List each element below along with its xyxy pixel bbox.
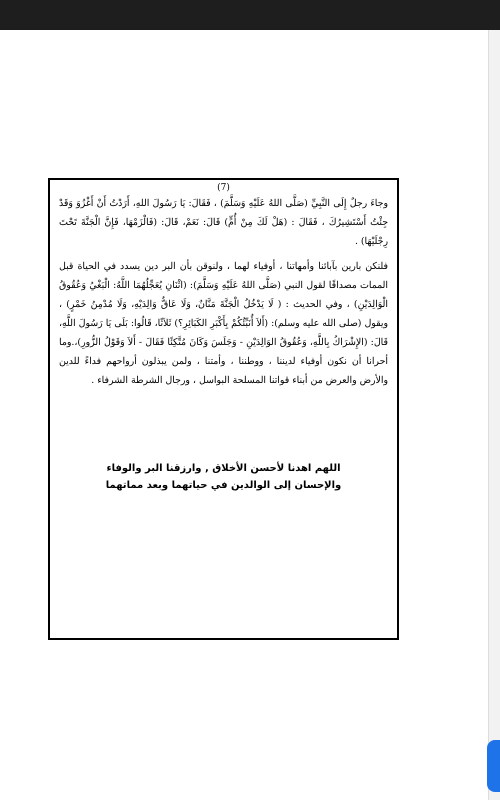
floating-action-edge[interactable] — [487, 740, 500, 792]
text-line: فلنكن بارين بآبائنا وأمهاتنا ، أوفياء لهما ، ولنوقن بأن البر دين يسدد في الحياة — [77, 261, 388, 272]
text-line: الشرفاء . — [91, 375, 128, 386]
text-line: تَحْتَ رِجْلَيْهَا) . — [59, 217, 388, 247]
paragraph-hadith-mother — [59, 194, 388, 251]
paragraph-righteousness — [59, 257, 388, 390]
text-line: وَعُقُوقُ الْوَالِدَيْنِ) ، وفي الحديث : ( لَا يَدْخُلُ الْجَنَّةَ مَنَّانٌ، وَلَا عَاقٌّ وَالِدَيْهِ، وَلَا مُدْمِنُ — [59, 280, 389, 310]
page-number: (7) — [217, 183, 230, 193]
text-line: خَمْرٍ) ، ويقول (صلى الله عليه وسلم): (أَلاَ أُنَبِّئُكُمْ بِأَكْبَرِ الكَبَائِرِ؟) ثَلاَثًا، قَالُوا: بَلَى يَا — [59, 299, 389, 329]
prayer-line-1: اللهم اهدنا لأحسن الأخلاق , وارزقنا البر والوفاء — [106, 463, 341, 474]
text-line: فداءً للدين والأرض والعرض من أبناء قواتنا المسلحة البواسل ، ورجال الشرطة — [59, 356, 388, 386]
prayer-line-2: والإحسان إلى الوالدين في حياتهما وبعد مماتهما — [105, 480, 342, 491]
text-line: وجاءَ رجلٌ إِلَى النَّبِيِّ (صَلَّى اللهُ عَلَيْهِ وَسَلَّمَ) ، فَقَالَ: يَا رَسُولَ اللهِ، أَرَدْتُ أَنْ أَغْزُوَ — [76, 198, 388, 209]
text-line: وَقَدْ جِئْتُ أَسْتَشِيرُكَ ، فَقَالَ : (هَلْ لَكَ مِنْ أُمٍّ) قَالَ: نَعَمْ، قَالَ: (فَالْزَمْهَا، فَإِنَّ الْجَنَّةَ — [59, 198, 389, 228]
page-border-frame — [48, 178, 399, 640]
body-text — [59, 194, 388, 390]
scrollbar-track[interactable] — [488, 30, 500, 800]
viewer-top-bar — [0, 0, 500, 30]
text-line: رَسُولَ اللَّهِ، قَالَ: (الإِشْرَاكُ بِاللَّهِ، وَعُقُوقُ الوَالِدَيْنِ - وَجَلَسَ وَكَانَ مُتَّكِئًا فَقَالَ - أَلاَ — [59, 318, 388, 348]
text-line: وَقَوْلُ الزُّورِ)،.وما أحرانا أن نكون أوفياء لديننا ، ووطننا ، وأمتنا ، ولمن يبذلون أرواحهم — [59, 337, 388, 367]
closing-prayer — [50, 460, 397, 494]
text-line: قبل الممات مصداقًا لقول النبي (صَلَّى اللهُ عَلَيْهِ وَسَلَّمَ): (اثْنَانِ يُعَجِّلُهُمَا اللَّهُ: الْبَغْيُ — [59, 261, 389, 291]
